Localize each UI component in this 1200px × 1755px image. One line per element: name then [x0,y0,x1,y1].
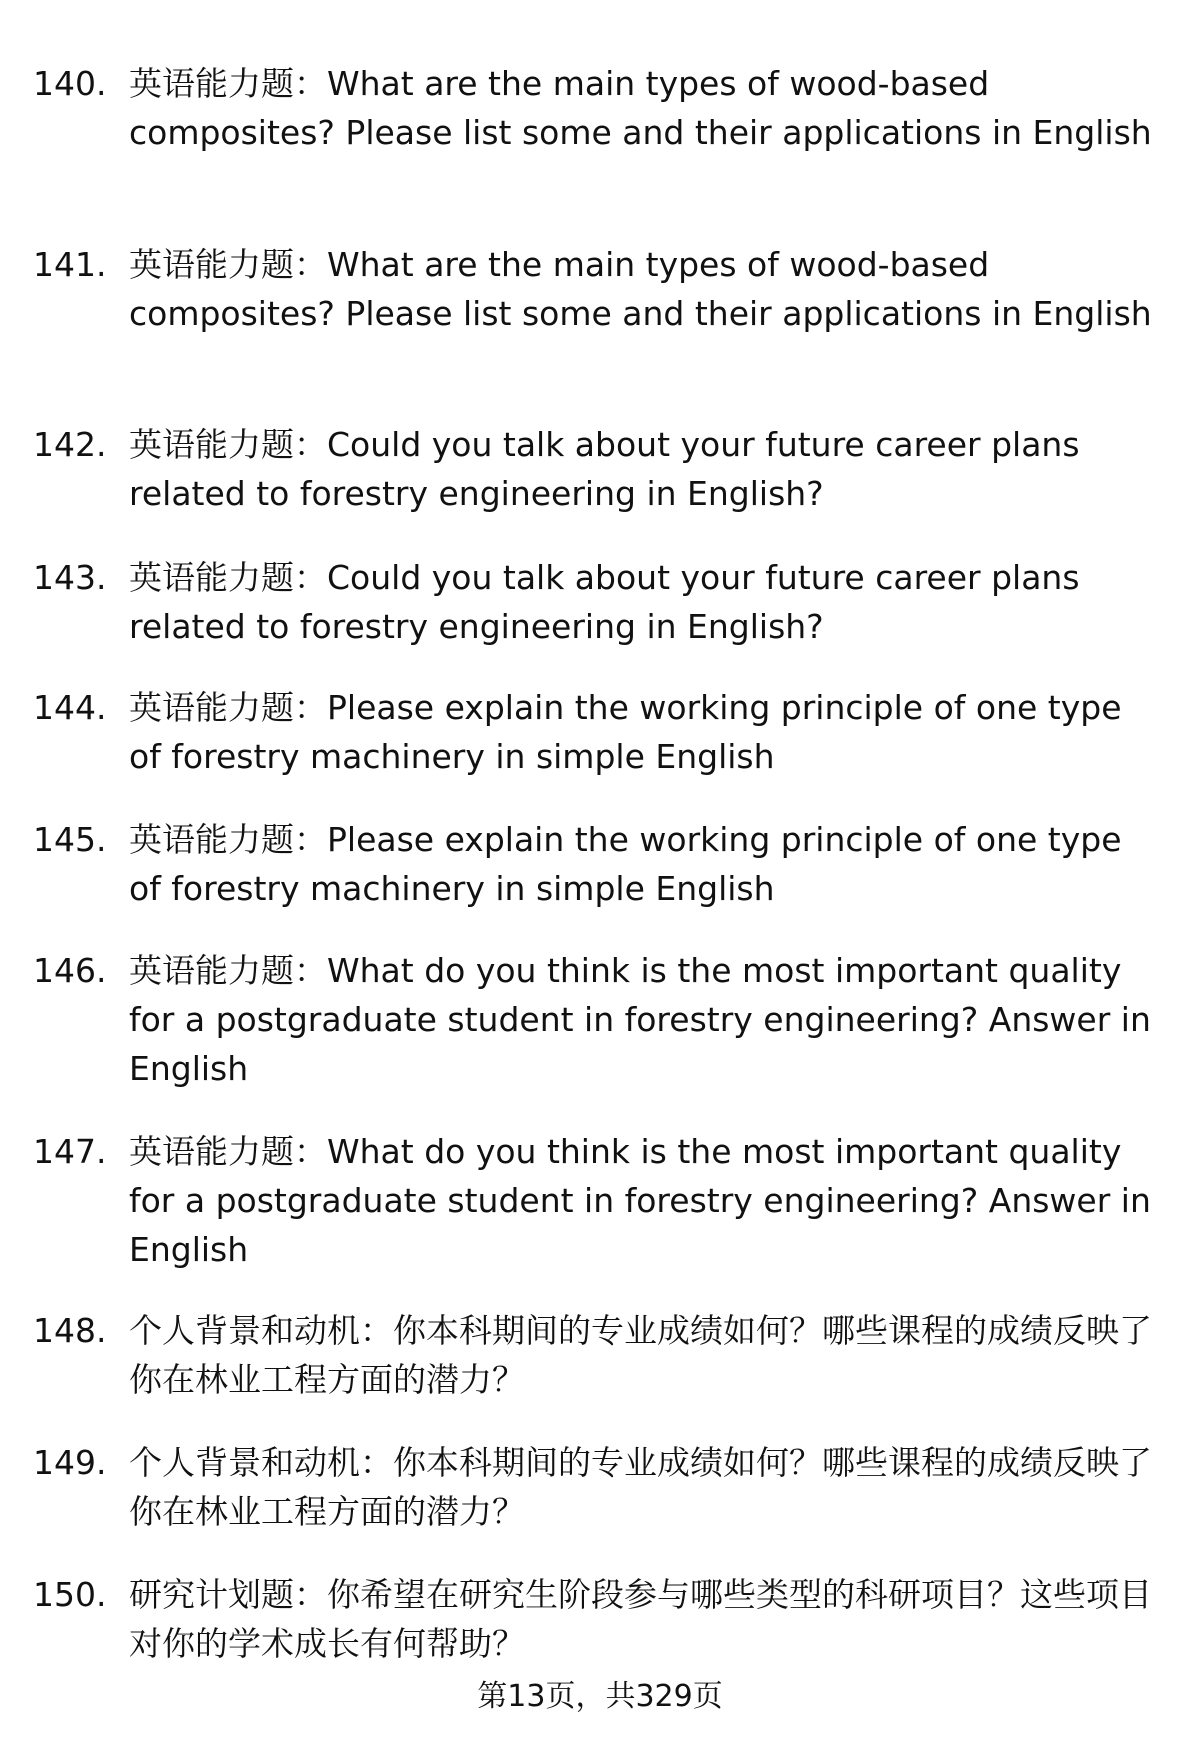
question-number: 141. [33,245,107,284]
question-text: 英语能力题：Please explain the working principle of one type of forestry machinery in simple English [129,820,1122,908]
question-number: 140. [33,64,107,103]
question-text: 英语能力题：Could you talk about your future career plans related to forestry engineering in English? [129,425,1080,513]
question-text: 英语能力题：What are the main types of wood-based composites? Please list some and their applications in English [129,245,1152,333]
question-number: 142. [33,425,107,464]
question-number: 145. [33,820,107,859]
question-text: 英语能力题：What do you think is the most important quality for a postgraduate student in forestry engineering? Answer in English [129,951,1151,1088]
question-number: 149. [33,1443,107,1482]
page-footer: 第13页，共329页 [477,1679,723,1714]
question-number: 143. [33,558,107,597]
question-text: 英语能力题：Please explain the working principle of one type of forestry machinery in simple English [129,688,1122,776]
question-text: 个人背景和动机：你本科期间的专业成绩如何？哪些课程的成绩反映了你在林业工程方面的潜力？ [129,1443,1152,1531]
question-text: 个人背景和动机：你本科期间的专业成绩如何？哪些课程的成绩反映了你在林业工程方面的潜力？ [129,1311,1152,1399]
question-number: 146. [33,951,107,990]
question-text: 研究计划题：你希望在研究生阶段参与哪些类型的科研项目？这些项目对你的学术成长有何帮助？ [129,1575,1152,1663]
question-text: 英语能力题：Could you talk about your future career plans related to forestry engineering in English? [129,558,1080,646]
question-text: 英语能力题：What are the main types of wood-based composites? Please list some and their applications in English [129,64,1152,152]
question-number: 148. [33,1311,107,1350]
question-text: 英语能力题：What do you think is the most important quality for a postgraduate student in forestry engineering? Answer in English [129,1132,1151,1269]
question-number: 147. [33,1132,107,1171]
question-number: 150. [33,1575,107,1614]
question-number: 144. [33,688,107,727]
